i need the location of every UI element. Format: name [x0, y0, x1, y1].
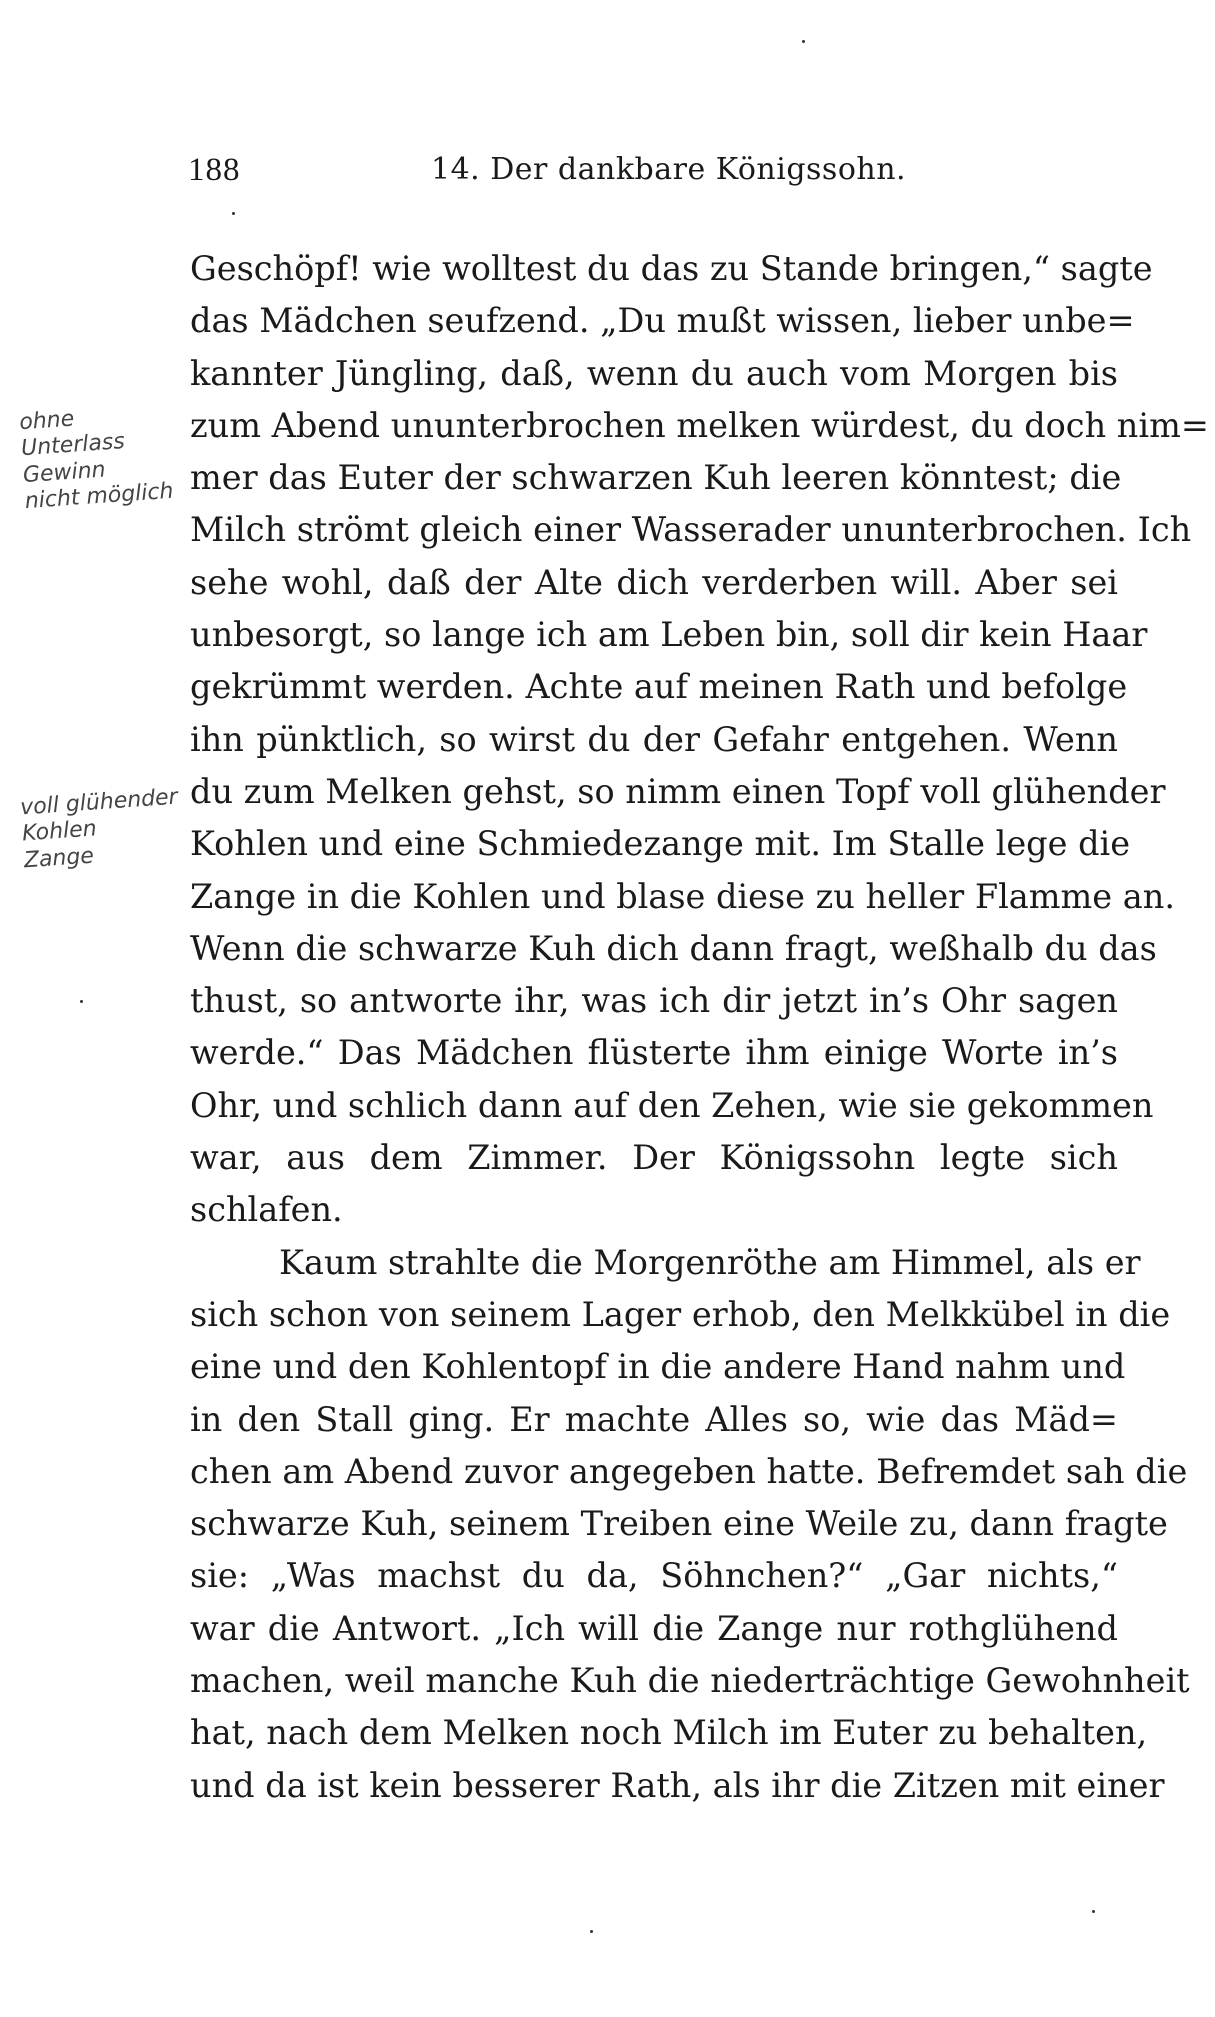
text-line: hat, nach dem Melken noch Milch im Euter zu behalten, — [190, 1713, 1148, 1753]
text-line: Kaum strahlte die Morgenröthe am Himmel, als er — [279, 1242, 1141, 1282]
text-line: war die Antwort. „Ich will die Zange nur rothglühend — [190, 1608, 1118, 1648]
print-speck — [80, 1000, 83, 1003]
text-line: Wenn die schwarze Kuh dich dann fragt, weßhalb du das — [190, 928, 1157, 968]
text-line: kannter Jüngling, daß, wenn du auch vom Morgen bis — [190, 353, 1118, 393]
print-speck — [802, 40, 805, 43]
text-line: du zum Melken gehst, so nimm einen Topf voll glühender — [190, 771, 1166, 811]
body-text — [190, 243, 1209, 1812]
annotation-line: ohne — [18, 406, 76, 436]
text-line: schwarze Kuh, seinem Treiben eine Weile zu, dann fragte — [190, 1504, 1168, 1544]
annotation-line: Zange — [23, 843, 95, 874]
text-line: werde.“ Das Mädchen flüsterte ihm einige Worte in’s — [190, 1033, 1118, 1073]
margin-annotation — [19, 785, 182, 875]
text-line: Geschöpf! wie wolltest du das zu Stande bringen,“ sagte — [190, 249, 1153, 288]
text-line: ihn pünktlich, so wirst du der Gefahr entgehen. Wenn — [190, 719, 1118, 759]
print-speck — [1092, 1910, 1095, 1913]
text-line: Milch strömt gleich einer Wasserader ununterbrochen. Ich — [190, 510, 1192, 550]
text-line: gekrümmt werden. Achte auf meinen Rath und befolge — [190, 667, 1128, 707]
text-line: Ohr, und schlich dann auf den Zehen, wie sie gekommen — [190, 1085, 1154, 1125]
annotation-line: voll glühender — [19, 784, 179, 821]
text-line: das Mädchen seufzend. „Du mußt wissen, lieber unbe= — [190, 301, 1135, 341]
text-line: zum Abend ununterbrochen melken würdest, du doch nim= — [190, 405, 1209, 445]
text-line: chen am Abend zuvor angegeben hatte. Befremdet sah die — [190, 1451, 1188, 1491]
text-line: eine und den Kohlentopf in die andere Hand nahm und — [190, 1347, 1126, 1387]
text-line: sie: „Was machst du da, Söhnchen?“ „Gar nichts,“ — [190, 1556, 1118, 1596]
text-line: mer das Euter der schwarzen Kuh leeren könntest; die — [190, 458, 1122, 498]
text-line: unbesorgt, so lange ich am Leben bin, soll dir kein Haar — [190, 615, 1148, 655]
text-line: sich schon von seinem Lager erhob, den Melkkübel in die — [190, 1294, 1171, 1334]
text-line: schlafen. — [190, 1190, 343, 1230]
text-line: thust, so antworte ihr, was ich dir jetzt in’s Ohr sagen — [190, 981, 1118, 1021]
annotation-line: Kohlen — [21, 816, 98, 847]
annotation-line: Gewinn — [22, 457, 107, 488]
running-head: 14. Der dankbare Königssohn. — [431, 152, 907, 187]
text-line: machen, weil manche Kuh die niederträchtige Gewohnheit — [190, 1661, 1190, 1701]
annotation-line: Unterlass — [20, 429, 126, 462]
margin-annotation — [18, 400, 174, 516]
page-number: 188 — [188, 152, 241, 188]
text-line: Kohlen und eine Schmiedezange mit. Im Stalle lege die — [190, 824, 1131, 864]
text-line: sehe wohl, daß der Alte dich verderben will. Aber sei — [190, 562, 1118, 602]
text-line: war, aus dem Zimmer. Der Königssohn legte sich — [190, 1138, 1118, 1178]
text-line: in den Stall ging. Er machte Alles so, wie das Mäd= — [190, 1399, 1118, 1439]
text-line: Zange in die Kohlen und blase diese zu heller Flamme an. — [190, 876, 1175, 916]
print-speck — [590, 1930, 593, 1933]
annotation-line: nicht möglich — [24, 478, 175, 515]
text-line: und da ist kein besserer Rath, als ihr die Zitzen mit einer — [190, 1765, 1165, 1805]
print-speck — [232, 212, 235, 215]
